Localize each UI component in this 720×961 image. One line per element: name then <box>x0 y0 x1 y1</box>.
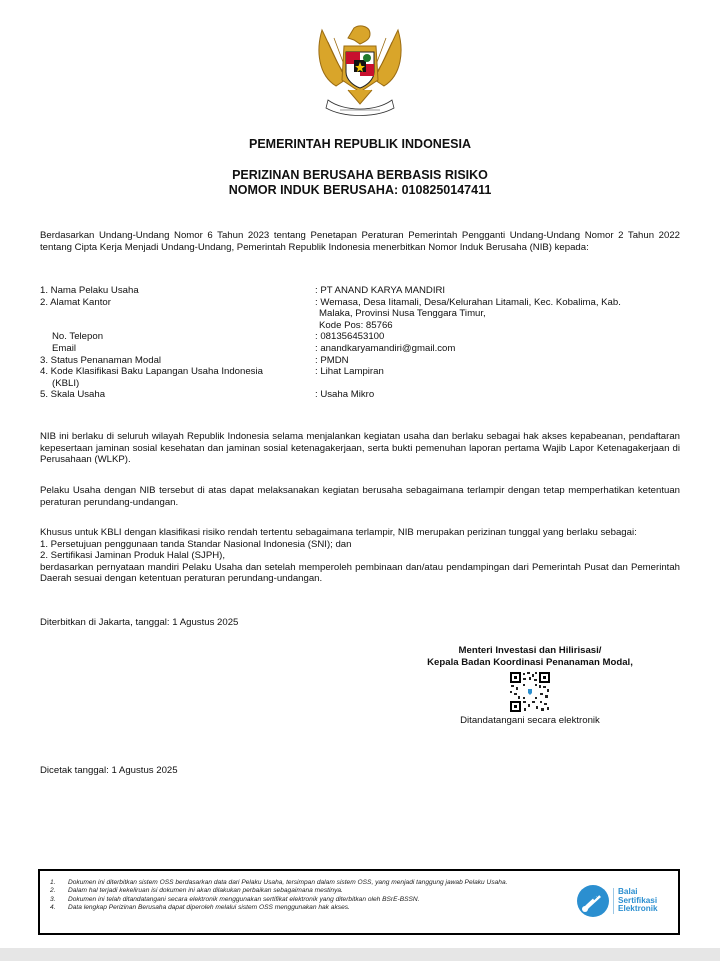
field-value: : Lihat Lampiran <box>315 366 384 378</box>
note-text: Dalam hal terjadi kekeliruan isi dokumen ini akan dilakukan perbaikan sebagaimana mestinya. <box>68 887 343 895</box>
footer-notes-box <box>38 869 680 935</box>
kbli-item-sni: 1. Persetujuan penggunaan tanda Standar Nasional Indonesia (SNI); dan <box>40 538 352 550</box>
field-row-investment-status <box>40 355 700 367</box>
nib-number: NOMOR INDUK BERUSAHA: 0108250147411 <box>228 183 492 197</box>
field-value: : Wemasa, Desa Iitamali, Desa/Kelurahan Litamali, Kec. Kobalima, Kab. <box>315 296 621 308</box>
field-value: : 081356453100 <box>315 331 385 343</box>
bsre-logo <box>576 883 672 919</box>
footer-note <box>50 896 575 904</box>
bsre-logo-line1: Balai <box>618 887 638 897</box>
bsre-logo-line2: Sertifikasi <box>618 895 658 905</box>
field-row-phone <box>40 331 700 343</box>
kbli-low-risk-paragraph <box>40 527 680 585</box>
government-heading: PEMERINTAH REPUBLIK INDONESIA <box>248 137 471 151</box>
note-number: 1. <box>50 879 56 886</box>
e-signature-caption: Ditandatangani secara elektronik <box>460 715 600 726</box>
field-label: No. Telepon <box>52 331 104 343</box>
field-row-name <box>40 285 700 297</box>
field-label: Email <box>52 342 76 354</box>
nib-validity-paragraph: NIB ini berlaku di seluruh wilayah Republik Indonesia selama menjalankan kegiatan usaha dan berlaku sebagai hak akses kepabeanan, pendaftaran kepesertaan jaminan sosial kesehatan dan jaminan sosial ketenagakerjaan, serta bukti pemenuhan laporan pertama Wajib Lapor Ketenagakerjaan di Perusahaan (WLKP). <box>40 431 680 466</box>
printed-date: Dicetak tanggal: 1 Agustus 2025 <box>40 765 178 776</box>
footer-notes <box>50 879 575 913</box>
viewer-bottom-strip <box>0 948 720 961</box>
field-label: 2. Alamat Kantor <box>40 296 111 308</box>
footer-note <box>50 879 575 887</box>
intro-paragraph: Berdasarkan Undang-Undang Nomor 6 Tahun 2023 tentang Penetapan Peraturan Pemerintah Pengganti Undang-Undang Nomor 2 Tahun 2022 tentang Cipta Kerja Menjadi Undang-Undang, Pemerintah Republik Indonesia menerbitkan Nomor Induk Berusaha (NIB) kepada: <box>40 230 680 253</box>
field-value: : anandkaryamandiri@gmail.com <box>315 342 456 354</box>
field-value-line3: Kode Pos: 85766 <box>319 319 393 331</box>
field-label: 3. Status Penanaman Modal <box>40 354 162 366</box>
field-row-address <box>40 297 700 332</box>
signatory-title-line1: Menteri Investasi dan Hilirisasi/ <box>458 645 602 656</box>
business-details <box>40 285 700 401</box>
note-text: Data lengkap Perizinan Berusaha dapat diperoleh melalui sistem OSS menggunakan hak akses. <box>68 904 350 912</box>
footer-note <box>50 887 575 895</box>
field-value: : PT ANAND KARYA MANDIRI <box>315 285 446 296</box>
field-label: 1. Nama Pelaku Usaha <box>40 285 139 296</box>
note-number: 2. <box>50 887 56 895</box>
document-title: PERIZINAN BERUSAHA BERBASIS RISIKO <box>232 168 488 182</box>
issued-date: Diterbitkan di Jakarta, tanggal: 1 Agustus 2025 <box>40 617 239 628</box>
qr-code-icon <box>509 671 551 713</box>
note-number: 4. <box>50 904 56 912</box>
kbli-item-sjph: 2. Sertifikasi Jaminan Produk Halal (SJPH), <box>40 550 226 562</box>
signatory-title-line2: Kepala Badan Koordinasi Penanaman Modal, <box>427 657 633 668</box>
footer-note <box>50 904 575 912</box>
garuda-emblem-icon <box>314 20 406 120</box>
field-value: : Usaha Mikro <box>315 389 375 401</box>
signature-block <box>380 645 680 727</box>
field-value: : PMDN <box>315 354 349 366</box>
field-label: 5. Skala Usaha <box>40 389 106 401</box>
field-row-scale <box>40 389 700 401</box>
bsre-key-icon <box>576 884 610 918</box>
note-text: Dokumen ini telah ditandatangani secara elektronik menggunakan sertifikat elektronik yang diterbitkan oleh BSrE-BSSN. <box>68 895 420 903</box>
field-label-line2: (KBLI) <box>52 377 80 389</box>
bsre-logo-line3: Elektronik <box>618 904 658 914</box>
note-number: 3. <box>50 895 56 903</box>
kbli-tail: berdasarkan pernyataan mandiri Pelaku Usaha dan setelah memperoleh pembinaan dan/atau pendampingan dari Pemerintah Pusat dan Pemerintah Daerah sesuai dengan ketentuan peraturan perundang-undangan. <box>40 561 680 585</box>
field-value-line2: Malaka, Provinsi Nusa Tenggara Timur, <box>319 308 486 320</box>
note-text: Dokumen ini diterbitkan sistem OSS berdasarkan data dari Pelaku Usaha, tersimpan dalam sistem OSS, yang menjadi tanggung jawab Pelaku Usaha. <box>68 879 508 886</box>
field-label: 4. Kode Klasifikasi Baku Lapangan Usaha Indonesia <box>40 366 263 378</box>
field-row-email <box>40 343 700 355</box>
kbli-lead: Khusus untuk KBLI dengan klasifikasi risiko rendah tertentu sebagaimana terlampir, NIB merupakan perizinan tunggal yang berlaku sebagai: <box>40 527 637 538</box>
field-row-kbli <box>40 366 700 389</box>
business-actor-paragraph: Pelaku Usaha dengan NIB tersebut di atas dapat melaksanakan kegiatan berusaha sebagaimana terlampir dengan tetap memperhatikan ketentuan peraturan perundang-undangan. <box>40 485 680 508</box>
